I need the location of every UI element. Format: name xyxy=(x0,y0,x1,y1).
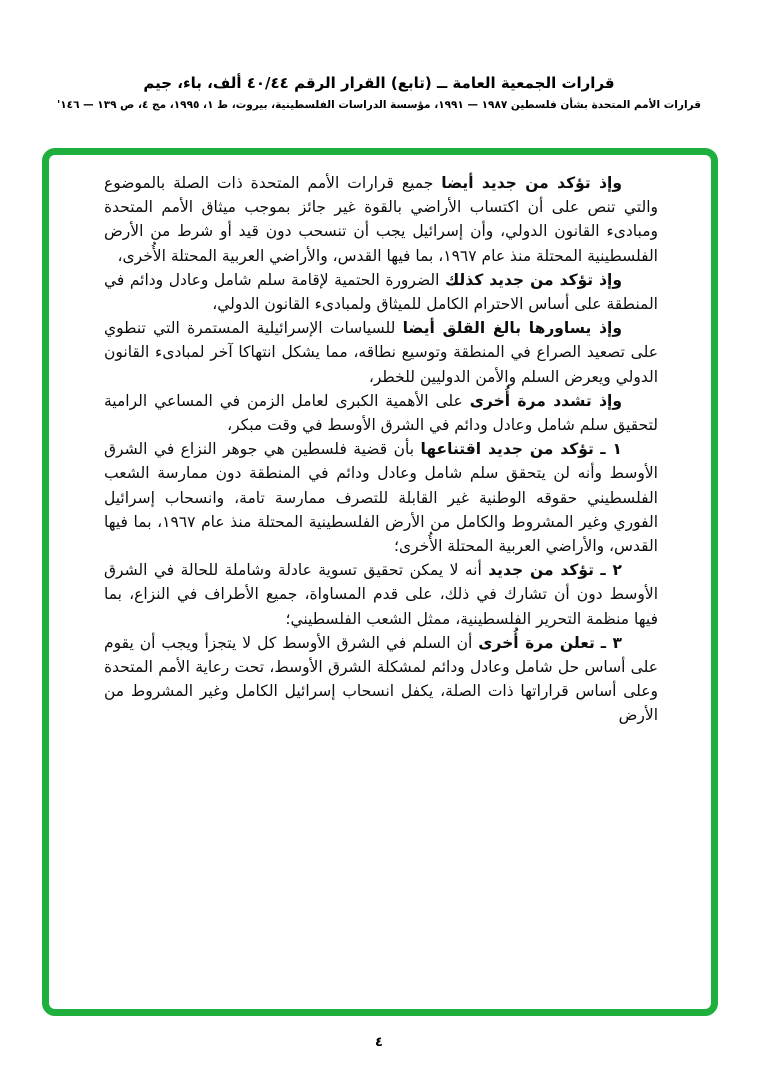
numbered-clause-2 xyxy=(104,558,658,631)
paragraph-body: جميع قرارات الأمم المتحدة ذات الصلة بالموضوع والتي تنص على أن اكتساب الأراضي بالقوة غير جائز بموجب ميثاق الأمم المتحدة ومبادىء القانون الدولي، وأن إسرائيل يجب أن تنسحب دون قيد أو شرط من الأرض الفلسطينية المحتلة منذ عام ١٩٦٧، بما فيها القدس، والأراضي العربية المحتلة الأُخرى، xyxy=(104,174,658,265)
numbered-clause-3 xyxy=(104,631,658,728)
paragraph-lead: وإذ يساورها بالغ القلق أيضا xyxy=(402,319,622,338)
document-title: قرارات الجمعية العامة ــ (تابع) القرار الرقم ٤٠/٤٤ ألف، باء، جيم xyxy=(143,74,615,92)
paragraph-body: الضرورة الحتمية لإقامة سلم شامل وعادل ودائم في المنطقة على أساس الاحترام الكامل للميثاق ولمبادىء القانون الدولي، xyxy=(104,270,658,314)
paragraph-body: للسياسات الإسرائيلية المستمرة التي تنطوي على تصعيد الصراع في المنطقة وتوسيع نطاقه، مما يشكل انتهاكا آخر لمبادىء القانون الدولي ويعرض السلم والأمن الدوليين للخطر، xyxy=(104,319,658,386)
numbered-clause-1 xyxy=(104,437,658,558)
clause-number: ٣ ـ xyxy=(600,633,622,652)
document-source-citation: قرارات الأمم المتحدة بشأن فلسطين ١٩٨٧ — ١٩٩١، مؤسسة الدراسات الفلسطينية، بيروت، ط ١، ١٩٩٥، مج ٤، ص ١٣٩ — ١٤٦' xyxy=(57,99,701,111)
paragraph-lead: تؤكد من جديد xyxy=(488,561,594,580)
paragraph-lead: وإذ تؤكد من جديد أيضا xyxy=(441,174,622,192)
page-number: ٤ xyxy=(375,1035,383,1050)
preamble-paragraph xyxy=(104,268,658,316)
paragraph-lead: وإذ تؤكد من جديد كذلك xyxy=(444,270,623,289)
clause-number: ٢ ـ xyxy=(600,561,622,580)
clause-number: ١ ـ xyxy=(600,440,622,459)
paragraph-lead: وإذ تشدد مرة أُخرى xyxy=(469,391,622,410)
paragraph-lead: تؤكد من جديد اقتناعها xyxy=(420,440,594,459)
paragraph-body: على الأهمية الكبرى لعامل الزمن في المساعي الرامية لتحقيق سلم شامل وعادل ودائم في الشرق الأوسط في وقت مبكر، xyxy=(104,391,658,435)
resolution-text-block xyxy=(104,171,658,728)
preamble-paragraph xyxy=(104,389,658,437)
page-header xyxy=(0,74,758,111)
preamble-paragraph xyxy=(104,316,658,389)
paragraph-body: أنه لا يمكن تحقيق تسوية عادلة وشاملة للحالة في الشرق الأوسط دون أن تشارك في ذلك، على قدم المساواة، جميع الأطراف في النزاع، بما فيها منظمة التحرير الفلسطينية، ممثل الشعب الفلسطيني؛ xyxy=(104,561,658,628)
paragraph-lead: تعلن مرة أُخرى xyxy=(478,633,595,652)
paragraph-body: أن السلم في الشرق الأوسط كل لا يتجزأ ويجب أن يقوم على أساس حل شامل وعادل ودائم لمشكلة الشرق الأوسط، تحت رعاية الأمم المتحدة وعلى أساس قراراتها ذات الصلة، يكفل انسحاب إسرائيل الكامل وغير المشروط من الأرض xyxy=(104,633,658,725)
preamble-paragraph xyxy=(104,171,658,268)
paragraph-body: بأن قضية فلسطين هي جوهر النزاع في الشرق الأوسط وأنه لن يتحقق سلم شامل وعادل ودائم في المنطقة دون ممارسة الشعب الفلسطيني حقوقه الوطنية غير القابلة للتصرف ممارسة تامة، وانسحاب إسرائيل الفوري وغير المشروط والكامل من الأرض الفلسطينية المحتلة منذ عام ١٩٦٧، بما فيها القدس، والأراضي العربية المحتلة الأُخرى؛ xyxy=(104,440,658,556)
